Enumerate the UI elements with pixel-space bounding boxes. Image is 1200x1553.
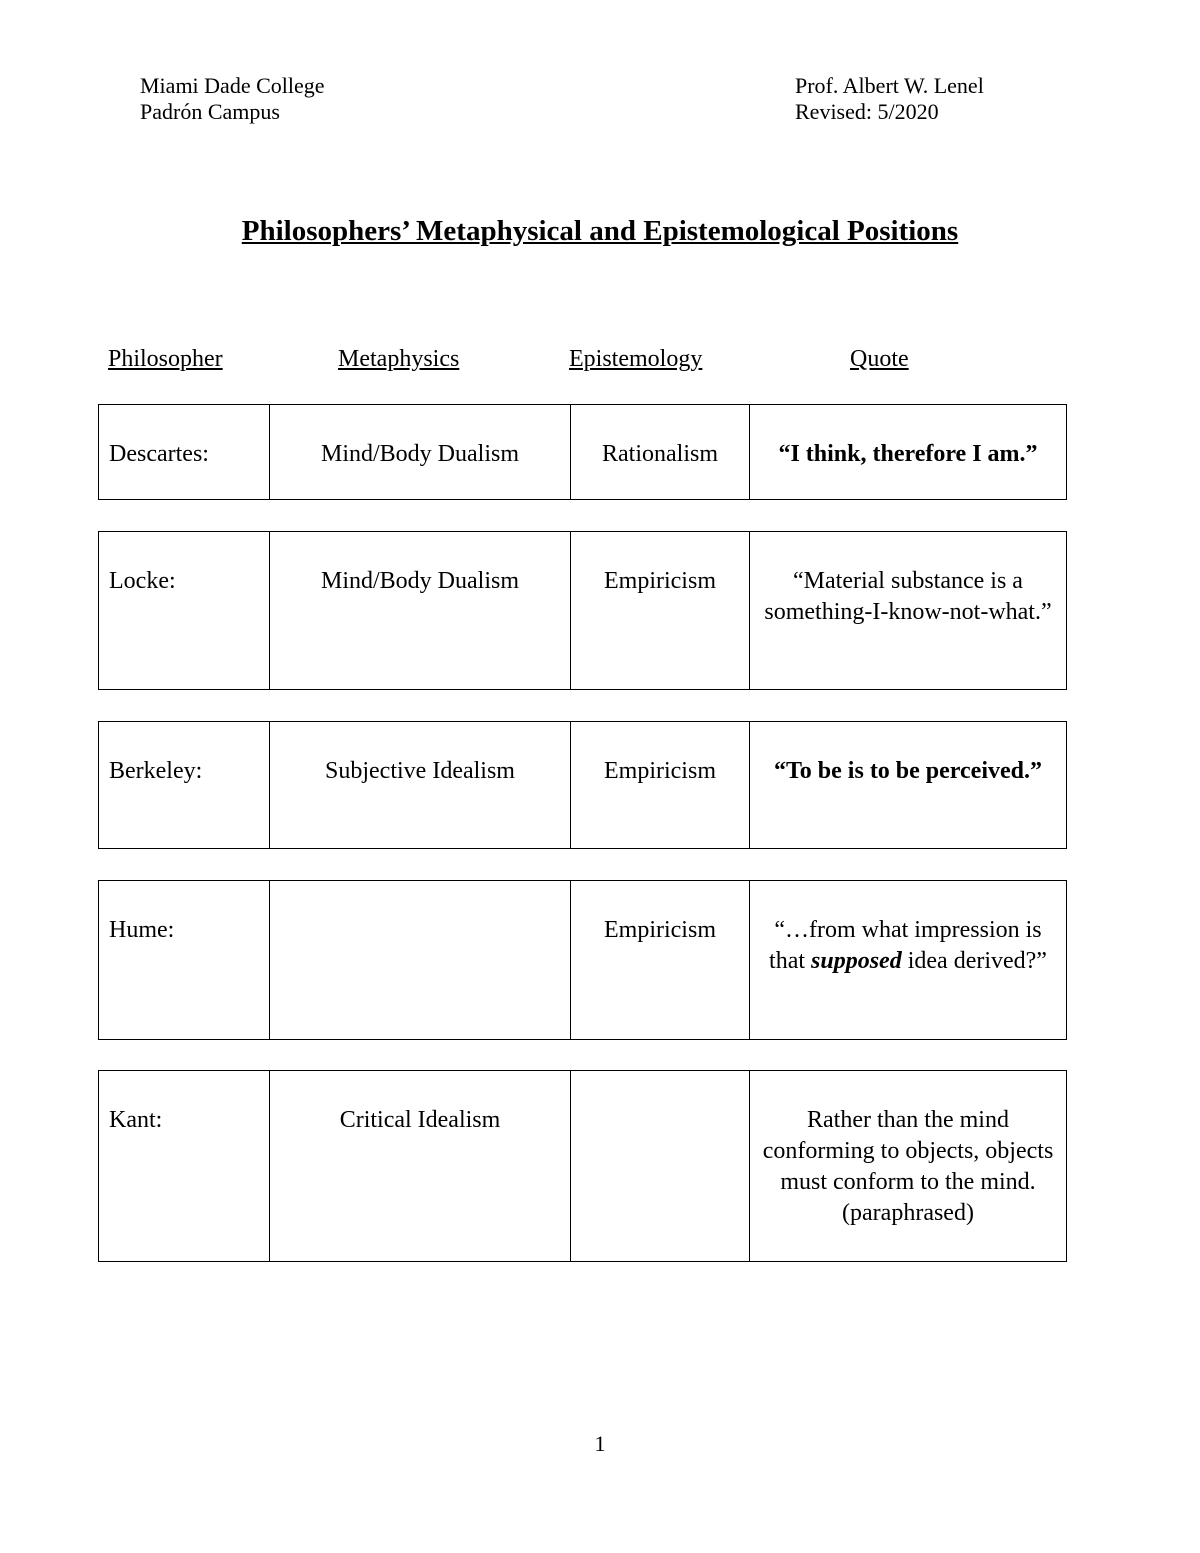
metaphysics-cell: Mind/Body Dualism: [270, 405, 571, 500]
page-title: Philosophers’ Metaphysical and Epistemological Positions: [241, 215, 959, 247]
epistemology-cell: Empiricism: [571, 722, 750, 849]
header-right: [795, 73, 984, 125]
column-header-epistemology: Epistemology: [569, 346, 703, 372]
revision-date: Revised: 5/2020: [795, 99, 939, 124]
philosopher-cell: Hume:: [99, 881, 270, 1040]
column-header-quote: Quote: [850, 346, 909, 372]
quote-cell: “To be is to be perceived.”: [750, 722, 1067, 849]
philosopher-cell: Descartes:: [99, 405, 270, 500]
epistemology-cell: Rationalism: [571, 405, 750, 500]
philosopher-table-berkeley: [98, 721, 1067, 849]
quote-text: “…from what impression is that: [769, 917, 1042, 974]
column-header-metaphysics: Metaphysics: [338, 346, 460, 372]
campus-name: Padrón Campus: [140, 99, 280, 124]
header-left: [140, 73, 325, 125]
column-header-philosopher: Philosopher: [108, 346, 223, 372]
table-row: [99, 881, 1067, 1040]
quote-text: idea derived?”: [901, 948, 1047, 974]
metaphysics-cell: Subjective Idealism: [270, 722, 571, 849]
epistemology-cell: Empiricism: [571, 881, 750, 1040]
philosopher-table-locke: [98, 531, 1067, 690]
philosopher-cell: Locke:: [99, 532, 270, 690]
page-number: 1: [594, 1431, 606, 1456]
quote-cell: “I think, therefore I am.”: [750, 405, 1067, 500]
quote-cell: Rather than the mind conforming to objects, objects must conform to the mind. (paraphrased): [750, 1071, 1067, 1262]
metaphysics-cell: Mind/Body Dualism: [270, 532, 571, 690]
philosopher-table-hume: [98, 880, 1067, 1040]
metaphysics-cell: [270, 881, 571, 1040]
philosopher-cell: Kant:: [99, 1071, 270, 1262]
philosopher-cell: Berkeley:: [99, 722, 270, 849]
epistemology-cell: [571, 1071, 750, 1262]
philosopher-table-descartes: [98, 404, 1067, 500]
metaphysics-cell: Critical Idealism: [270, 1071, 571, 1262]
quote-emphasis: supposed: [811, 948, 902, 974]
professor-name: Prof. Albert W. Lenel: [795, 73, 984, 98]
quote-cell: [750, 881, 1067, 1040]
institution-name: Miami Dade College: [140, 73, 325, 98]
philosopher-table-kant: [98, 1070, 1067, 1262]
table-row: [99, 1071, 1067, 1262]
table-row: [99, 405, 1067, 500]
table-row: [99, 532, 1067, 690]
table-row: [99, 722, 1067, 849]
quote-cell: “Material substance is a something-I-know-not-what.”: [750, 532, 1067, 690]
epistemology-cell: Empiricism: [571, 532, 750, 690]
